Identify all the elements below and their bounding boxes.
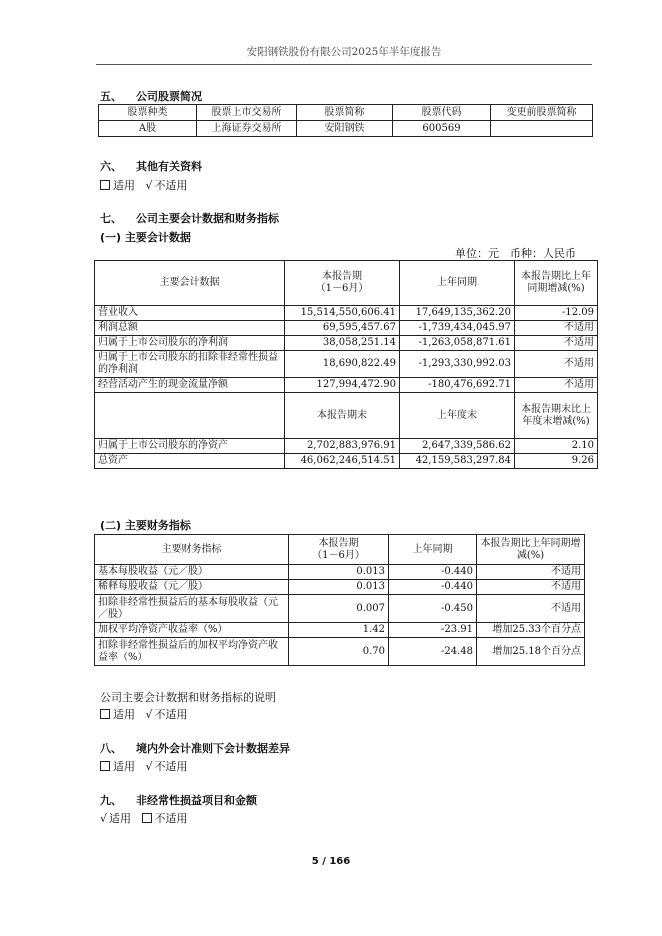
table-cell: 不适用	[515, 336, 598, 351]
table-cell: 9.26	[515, 454, 598, 469]
table-cell: -1,263,058,871.61	[400, 336, 515, 351]
header-cell	[95, 393, 285, 439]
applicable-label: 适用	[113, 708, 135, 721]
table-cell: 0.013	[289, 580, 389, 595]
section-6-heading	[100, 158, 216, 174]
table-cell: 经营活动产生的现金流量净额	[95, 378, 285, 393]
applicability-line	[100, 177, 188, 193]
table-cell: 安阳钢铁	[297, 121, 393, 137]
table-row	[95, 378, 598, 393]
table-cell: 0.007	[289, 595, 389, 623]
table-cell: -1,293,330,992.03	[400, 351, 515, 378]
page-number: 5 / 166	[311, 856, 351, 867]
table-cell: 稀释每股收益（元／股）	[95, 580, 289, 595]
financial-indicators-table	[94, 534, 585, 666]
table-row	[95, 623, 585, 638]
table-cell: -0.440	[389, 565, 477, 580]
table-cell: -0.450	[389, 595, 477, 623]
checkmark-icon: √	[145, 708, 153, 721]
table-cell: 46,062,246,514.51	[285, 454, 400, 469]
table-row	[95, 306, 598, 321]
table-row	[95, 321, 598, 336]
applicability-line	[100, 810, 188, 826]
header-cell: 本报告期比上年同期增减(%)	[515, 261, 598, 306]
table-cell: 增加25.18个百分点	[477, 638, 585, 666]
checkmark-icon: √	[145, 179, 153, 192]
table-cell: 15,514,550,606.41	[285, 306, 400, 321]
accounting-data-table	[94, 260, 598, 469]
table-cell: -24.48	[389, 638, 477, 666]
table-cell: 2,647,339,586.62	[400, 439, 515, 454]
table-cell: 扣除非经常性损益后的加权平均净资产收益率（%）	[95, 638, 289, 666]
section-title: 公司股票简况	[136, 90, 202, 103]
header-cell: 股票种类	[99, 105, 197, 121]
table-cell: 上海证券交易所	[197, 121, 297, 137]
table-cell: 利润总额	[95, 321, 285, 336]
table-row	[95, 580, 585, 595]
header-cell: 股票简称	[297, 105, 393, 121]
table-cell: -12.09	[515, 306, 598, 321]
table-cell: 不适用	[515, 321, 598, 336]
section-title: 其他有关资料	[136, 160, 202, 173]
header-cell: 股票代码	[393, 105, 491, 121]
header-cell: 主要会计数据	[95, 261, 285, 306]
unit-label: 单位：元 币种：人民币	[455, 247, 576, 260]
table-header-row	[99, 105, 593, 121]
indicator-note: 公司主要会计数据和财务指标的说明	[100, 691, 276, 704]
table-cell: 69,595,457.67	[285, 321, 400, 336]
table-cell: 归属于上市公司股东的净利润	[95, 336, 285, 351]
section-number: 九、	[100, 794, 122, 807]
section-title: 公司主要会计数据和财务指标	[136, 212, 279, 225]
subsection-2-heading: (二) 主要财务指标	[100, 519, 191, 532]
table-cell: 1.42	[289, 623, 389, 638]
header-cell: 主要财务指标	[95, 535, 289, 565]
table-cell: 2.10	[515, 439, 598, 454]
section-number: 六、	[100, 160, 122, 173]
table-row	[95, 565, 585, 580]
not-applicable-label: 不适用	[154, 812, 188, 825]
table-row	[95, 595, 585, 623]
table-cell: 42,159,583,297.84	[400, 454, 515, 469]
table-row	[95, 638, 585, 666]
table-header-row	[95, 393, 598, 439]
section-title: 境内外会计准则下会计数据差异	[136, 742, 290, 755]
table-row	[95, 336, 598, 351]
header-cell: 本报告期末比上年度末增减(%)	[515, 393, 598, 439]
table-cell: -180,476,692.71	[400, 378, 515, 393]
section-8-heading	[100, 740, 304, 756]
table-cell: 营业收入	[95, 306, 285, 321]
table-cell: 不适用	[477, 565, 585, 580]
header-cell: 上年同期	[400, 261, 515, 306]
table-cell: 归属于上市公司股东的净资产	[95, 439, 285, 454]
header-cell: 本报告期末	[285, 393, 400, 439]
table-cell: -1,739,434,045.97	[400, 321, 515, 336]
table-cell: 38,058,251.14	[285, 336, 400, 351]
table-cell: 18,690,822.49	[285, 351, 400, 378]
checkbox-empty-icon	[100, 709, 110, 719]
checkmark-icon: √	[100, 812, 108, 825]
stock-info-table	[98, 104, 593, 137]
table-cell: 总资产	[95, 454, 285, 469]
section-number: 八、	[100, 742, 122, 755]
section-7-heading	[100, 210, 293, 226]
table-cell: 扣除非经常性损益后的基本每股收益（元／股）	[95, 595, 289, 623]
not-applicable-label: 不适用	[154, 760, 188, 773]
checkbox-empty-icon	[100, 761, 110, 771]
applicable-label: 适用	[109, 812, 132, 825]
section-title: 非经常性损益项目和金额	[136, 794, 257, 807]
table-cell: -23.91	[389, 623, 477, 638]
applicable-label: 适用	[113, 760, 135, 773]
section-5-heading	[100, 88, 216, 104]
table-row	[95, 351, 598, 378]
header-cell: 本报告期比上年同期增减(%)	[477, 535, 585, 565]
applicable-label: 适用	[113, 179, 135, 192]
table-cell: 归属于上市公司股东的扣除非经常性损益的净利润	[95, 351, 285, 378]
table-cell: 加权平均净资产收益率（%）	[95, 623, 289, 638]
applicability-line	[100, 758, 188, 774]
table-cell: 不适用	[477, 580, 585, 595]
subsection-1-heading: (一) 主要会计数据	[100, 231, 191, 244]
table-cell: 不适用	[515, 351, 598, 378]
section-number: 七、	[100, 212, 122, 225]
table-cell: 不适用	[515, 378, 598, 393]
table-header-row	[95, 261, 598, 306]
table-cell: 0.70	[289, 638, 389, 666]
header-cell: 上年同期	[389, 535, 477, 565]
not-applicable-label: 不适用	[154, 708, 188, 721]
header-cell: 上年度末	[400, 393, 515, 439]
table-cell: 17,649,135,362.20	[400, 306, 515, 321]
table-cell: 600569	[393, 121, 491, 137]
section-number: 五、	[100, 90, 122, 103]
page-header: 安阳钢铁股份有限公司2025年半年度报告	[96, 44, 592, 65]
table-cell: 基本每股收益（元／股）	[95, 565, 289, 580]
header-cell: 本报告期 （1－6月）	[289, 535, 389, 565]
not-applicable-label: 不适用	[154, 179, 188, 192]
table-cell	[491, 121, 593, 137]
checkbox-empty-icon	[142, 813, 152, 823]
section-9-heading	[100, 792, 271, 808]
table-row	[99, 121, 593, 137]
table-row	[95, 454, 598, 469]
table-cell: 增加25.33个百分点	[477, 623, 585, 638]
table-cell: -0.440	[389, 580, 477, 595]
header-cell: 变更前股票简称	[491, 105, 593, 121]
checkbox-empty-icon	[100, 180, 110, 190]
table-row	[95, 439, 598, 454]
table-header-row	[95, 535, 585, 565]
checkmark-icon: √	[145, 760, 153, 773]
table-cell: 127,994,472.90	[285, 378, 400, 393]
table-cell: 0.013	[289, 565, 389, 580]
table-cell: A股	[99, 121, 197, 137]
table-cell: 不适用	[477, 595, 585, 623]
header-cell: 本报告期 （1－6月）	[285, 261, 400, 306]
header-cell: 股票上市交易所	[197, 105, 297, 121]
applicability-line	[100, 706, 188, 722]
table-cell: 2,702,883,976.91	[285, 439, 400, 454]
